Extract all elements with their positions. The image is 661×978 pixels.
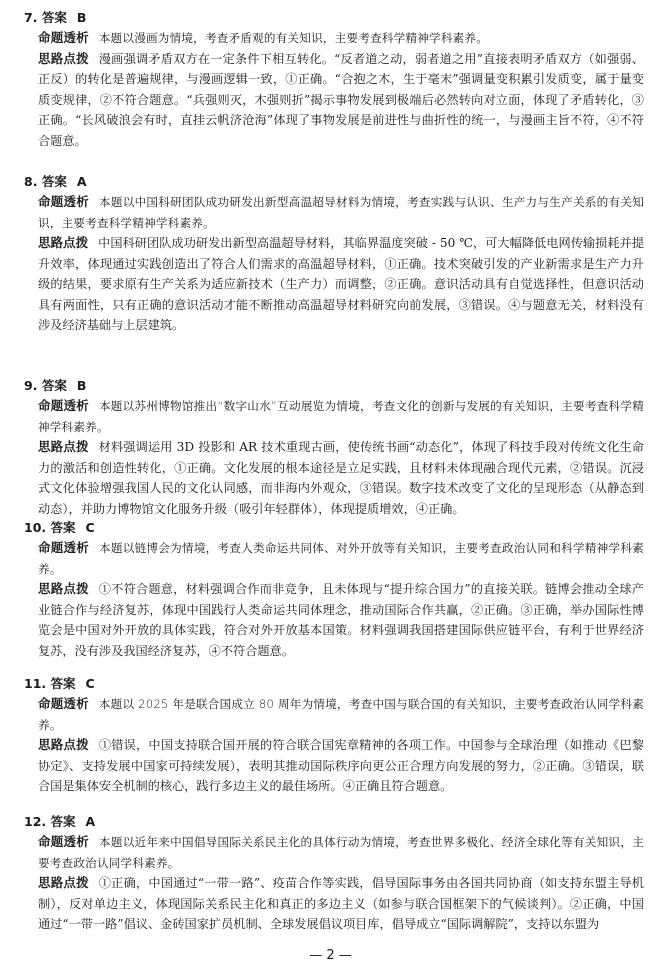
- intent-label: 命题透析: [38, 834, 90, 849]
- question-number: 8.: [24, 174, 38, 189]
- intent-label: 命题透析: [38, 30, 89, 45]
- answer-block-8: [24, 172, 644, 336]
- hint-paragraph: [38, 437, 644, 519]
- question-number: 12.: [24, 814, 47, 829]
- hint-paragraph: [38, 873, 644, 935]
- hint-text: 中国科研团队成功研发出新型高温超导材料，其临界温度突破 - 50 ℃，可大幅降低电网传输损耗并提升效率，体现通过实践创造出了符合人们需求的高温超导材料，①正确。技术突破引发的产业新需求是生产力升级的结果，要求原有生产关系为适应新技术（生产力）而调整，②正确。意识活动具有自觉选择性，但意识活动具有两面性，只有正确的意识活动才能不断推动高温超导材料研究向前发展，③错误。④与题意无关，材料没有涉及经济基础与上层建筑。: [38, 236, 644, 332]
- answer-block-12: [24, 812, 644, 935]
- answer-label: 答案: [41, 378, 67, 393]
- hint-label: 思路点拨: [38, 50, 89, 66]
- intent-text: 本题以近年来中国倡导国际关系民主化的具体行动为情境，考查世界多极化、经济全球化等有关知识，主要考查政治认同学科素养。: [38, 835, 644, 870]
- answer-letter: A: [76, 174, 87, 189]
- question-number: 10.: [24, 520, 47, 535]
- answer-line: [24, 812, 644, 832]
- answer-letter: C: [85, 520, 95, 535]
- intent-paragraph: [38, 538, 644, 579]
- intent-label: 命题透析: [38, 194, 90, 209]
- answer-block-10: [24, 518, 644, 661]
- answer-letter: C: [85, 676, 95, 691]
- hint-text: 漫画强调矛盾双方在一定条件下相互转化。“反者道之动，弱者道之用”直接表明矛盾双方（如强弱、正反）的转化是普遍规律，与漫画逻辑一致，①正确。“合抱之木，生于毫末”强调量变积累引发质变，属于量变质变规律，②不符合题意。“兵强则灭，木强则折”揭示事物发展到极端后必然转向对立面，体现了矛盾转化，③正确。“长风破浪会有时，直挂云帆济沧海”体现了事物发展是前进性与曲折性的统一，与漫画主旨不符，④不符合题意。: [38, 51, 644, 148]
- intent-text: 本题以漫画为情境，考查矛盾观的有关知识，主要考查科学精神学科素养。: [98, 31, 489, 45]
- page-number: — 2 —: [309, 948, 352, 963]
- hint-paragraph: [38, 735, 644, 797]
- intent-text: 本题以链博会为情境，考查人类命运共同体、对外开放等有关知识，主要考查政治认同和科学精神学科素养。: [38, 541, 644, 576]
- answer-line: [24, 674, 644, 694]
- hint-label: 思路点拨: [38, 235, 89, 250]
- question-number: 9.: [24, 378, 38, 393]
- intent-paragraph: [38, 28, 644, 49]
- hint-label: 思路点拨: [38, 439, 89, 454]
- answer-block-7: [24, 8, 644, 151]
- intent-paragraph: [38, 832, 644, 873]
- intent-paragraph: [38, 192, 644, 233]
- hint-paragraph: [38, 49, 644, 152]
- intent-text: 本题以中国科研团队成功研发出新型高温超导材料为情境，考查实践与认识、生产力与生产关系的有关知识，主要考查科学精神学科素养。: [38, 195, 644, 230]
- hint-text: ①不符合题意，材料强调合作而非竞争，且未体现与“提升综合国力”的直接关联。链博会推动全球产业链合作与经济复苏，体现中国践行人类命运共同体理念，推动国际合作共赢，②正确。③正确，举办国际性博览会是中国对外开放的具体实践，符合对外开放基本国策。材料强调我国搭建国际供应链平台，有利于世界经济复苏，没有涉及我国经济复苏，④不符合题意。: [38, 582, 644, 658]
- hint-label: 思路点拨: [38, 875, 89, 890]
- intent-label: 命题透析: [38, 696, 89, 711]
- hint-text: ①正确，中国通过“一带一路”、疫苗合作等实践，倡导国际事务由各国共同协商（如支持东盟主导机制），反对单边主义，体现国际关系民主化和真正的多边主义（如参与联合国框架下的气候谈判）。②正确，中国通过“一带一路”倡议、金砖国家扩员机制、全球发展倡议项目库，倡导成立“国际调解院”，支持以东盟为: [38, 876, 644, 931]
- answer-line: [24, 518, 644, 538]
- question-number: 11.: [24, 676, 47, 691]
- answer-letter: B: [76, 10, 87, 25]
- question-number: 7.: [24, 10, 38, 25]
- hint-text: ①错误，中国支持联合国开展的符合联合国宪章精神的各项工作。中国参与全球治理（如推动《巴黎协定》、支持发展中国家可持续发展），表明其推动国际秩序向更公正合理方向发展的努力，②正确。③错误，联合国是集体安全机制的核心，践行多边主义的最佳场所。④正确且符合题意。: [38, 738, 644, 793]
- answer-label: 答案: [50, 814, 76, 829]
- answer-label: 答案: [50, 676, 76, 691]
- hint-paragraph: [38, 233, 644, 336]
- intent-paragraph: [38, 396, 644, 437]
- answer-line: [24, 376, 644, 396]
- answer-label: 答案: [50, 520, 76, 535]
- answer-label: 答案: [41, 10, 67, 25]
- answer-block-9: [24, 376, 644, 519]
- answer-line: [24, 172, 644, 192]
- intent-label: 命题透析: [38, 540, 90, 555]
- intent-label: 命题透析: [38, 398, 89, 413]
- answer-block-11: [24, 674, 644, 797]
- answer-label: 答案: [41, 174, 67, 189]
- hint-paragraph: [38, 579, 644, 661]
- hint-label: 思路点拨: [38, 737, 89, 752]
- intent-text: 本题以 2025 年是联合国成立 80 周年为情境，考查中国与联合国的有关知识，主要考查政治认同学科素养。: [38, 697, 644, 732]
- answer-letter: A: [85, 814, 96, 829]
- hint-text: 材料强调运用 3D 投影和 AR 技术重现古画，使传统书画“动态化”，体现了科技手段对传统文化生命力的激活和创造性转化，①正确。文化发展的根本途径是立足实践，且材料未体现融合现代元素，②错误。沉浸式文化体验增强我国人民的文化认同感，而非海内外观众，③错误。数字技术改变了文化的呈现形态（从静态到动态），并助力博物馆文化服务升级（吸引年轻群体），体现提质增效，④正确。: [38, 440, 644, 516]
- answer-line: [24, 8, 644, 28]
- intent-text: 本题以苏州博物馆推出“数字山水”互动展览为情境，考查文化的创新与发展的有关知识，主要考查科学精神学科素养。: [38, 399, 644, 434]
- hint-label: 思路点拨: [38, 581, 89, 596]
- intent-paragraph: [38, 694, 644, 735]
- answer-letter: B: [76, 378, 87, 393]
